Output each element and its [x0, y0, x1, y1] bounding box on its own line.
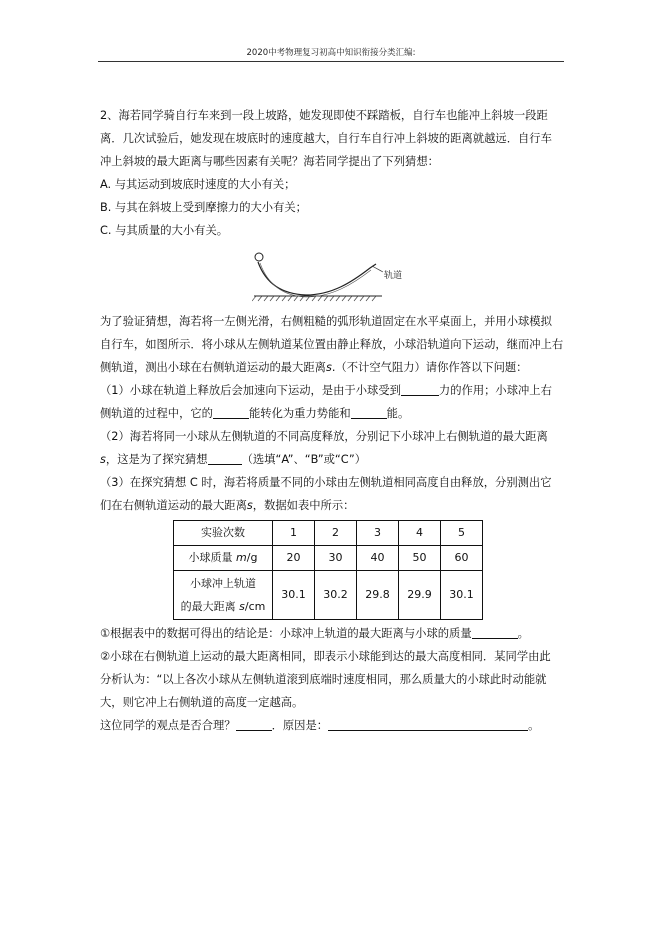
option-a: A. 与其运动到坡底时速度的大小有关；	[100, 178, 296, 191]
conclusion-2-line-2: 分析认为：“以上各次小球从左侧轨道滚到底端时速度相同，那么质量大的小球此时动能就	[100, 673, 547, 686]
intro-line-2: 离．几次试验后，她发现在坡底时的速度越大，自行车自行冲上斜坡的距离就越远．自行车	[100, 132, 552, 145]
answer-blank-reasonable[interactable]	[236, 718, 272, 731]
table-cell: 30.1	[273, 571, 315, 620]
data-table	[173, 520, 483, 620]
table-cell: 30.2	[315, 571, 357, 620]
table-cell: 50	[399, 546, 441, 571]
page-header: 2020中考物理复习初高中知识衔接分类汇编:	[246, 48, 416, 58]
conclusion-1: ①根据表中的数据可得出的结论是：小球冲上轨道的最大距离与小球的质量 。	[100, 627, 529, 640]
conclusion-2-line-1: ②小球在右侧轨道上运动的最大距离相同，即表示小球能到达的最大高度相同．某同学由此	[100, 650, 551, 663]
table-cell: 29.8	[357, 571, 399, 620]
ball	[255, 253, 263, 261]
q3-line-2: 们在右侧轨道运动的最大距离s，数据如表中所示：	[100, 499, 355, 512]
table-cell: 3	[357, 521, 399, 546]
q2-line-2: s，这是为了探究猜想 （选填“A”、“B”或“C”）	[100, 453, 367, 466]
table-header-trials: 实验次数	[174, 521, 273, 546]
table-cell: 1	[273, 521, 315, 546]
verify-line-2: 自行车，如图所示．将小球从左侧轨道某位置由静止释放，小球沿轨道向下运动，继而冲上右	[100, 338, 564, 351]
answer-blank-hypothesis[interactable]	[208, 452, 242, 465]
verify-line-3: 侧轨道，测出小球在右侧轨道运动的最大距离s.（不计空气阻力）请你作答以下问题：	[100, 361, 528, 374]
conclusion-2-line-3: 大，则它冲上右侧轨道的高度一定越高。	[100, 696, 304, 709]
table-row-mass	[174, 546, 483, 571]
table-header-mass: 小球质量 m/g	[174, 546, 273, 571]
header-rule	[98, 61, 564, 62]
table-cell: 2	[315, 521, 357, 546]
var-s: s	[325, 361, 332, 374]
option-b: B. 与其在斜坡上受到摩擦力的大小有关；	[100, 201, 307, 214]
table-header-distance: 小球冲上轨道 的最大距离 s/cm	[174, 571, 273, 620]
intro-line-3: 冲上斜坡的最大距离与哪些因素有关呢？海若同学提出了下列猜想：	[100, 155, 439, 168]
table-row-trials	[174, 521, 483, 546]
table-row-distance	[174, 571, 483, 620]
answer-blank-conclusion[interactable]	[472, 626, 518, 639]
table-cell: 29.9	[399, 571, 441, 620]
table-cell: 40	[357, 546, 399, 571]
track-diagram	[252, 250, 412, 308]
answer-blank-energy-2[interactable]	[351, 406, 387, 419]
table-cell: 30.1	[441, 571, 483, 620]
track-label: 轨道	[384, 271, 403, 281]
answer-blank-reason[interactable]	[328, 718, 528, 731]
q3-line-1: （3）在探究猜想 C 时，海若将质量不同的小球由左侧轨道相同高度自由释放，分别测出它	[100, 476, 552, 489]
option-c: C. 与其质量的大小有关。	[100, 224, 229, 237]
table-cell: 5	[441, 521, 483, 546]
q2-line-1: （2）海若将同一小球从左侧轨道的不同高度释放，分别记下小球冲上右侧轨道的最大距离	[100, 430, 548, 443]
table-cell: 4	[399, 521, 441, 546]
conclusion-3: 这位同学的观点是否合理？ ．原因是： 。	[100, 719, 540, 732]
table-cell: 60	[441, 546, 483, 571]
answer-blank-energy-1[interactable]	[213, 406, 249, 419]
verify-line-1: 为了验证猜想，海若将一左侧光滑，右侧粗糙的弧形轨道固定在水平桌面上，并用小球模拟	[100, 315, 552, 328]
q1-line-2: 侧轨道的过程中，它的 能转化为重力势能和 能。	[100, 407, 410, 420]
answer-blank-force[interactable]	[401, 383, 439, 396]
question-body	[100, 104, 565, 737]
track-figure	[100, 242, 565, 310]
table-cell: 20	[273, 546, 315, 571]
table-cell: 30	[315, 546, 357, 571]
q1-line-1: （1）小球在轨道上释放后会加速向下运动，是由于小球受到 力的作用；小球冲上右	[100, 384, 552, 397]
intro-line-1: 2、海若同学骑自行车来到一段上坡路，她发现即使不踩踏板，自行车也能冲上斜坡一段距	[100, 109, 548, 122]
